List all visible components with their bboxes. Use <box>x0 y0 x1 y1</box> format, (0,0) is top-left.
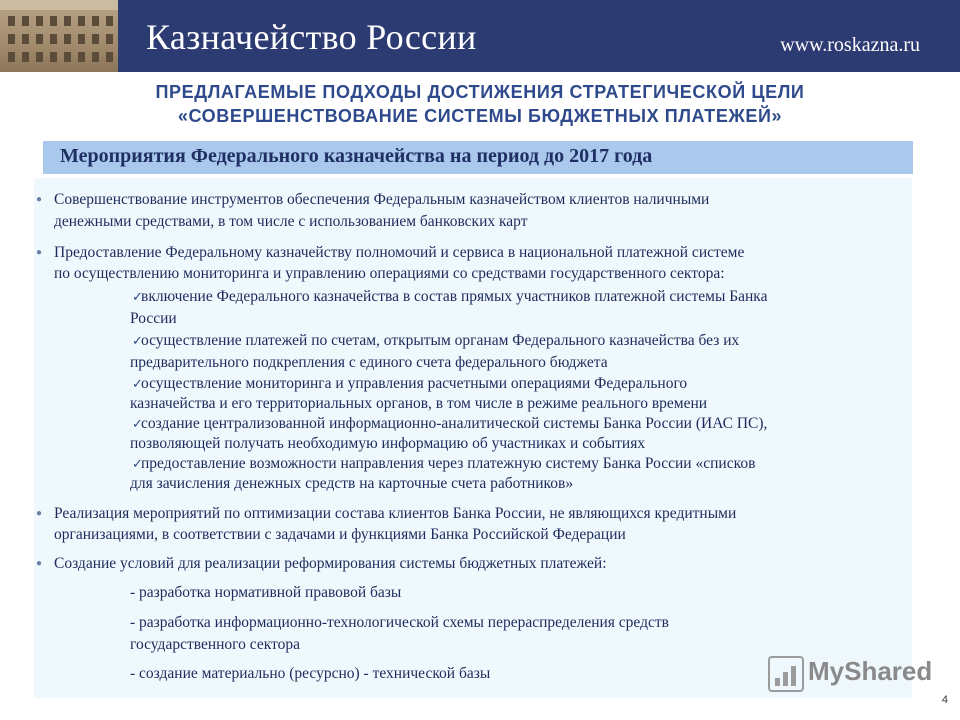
myshared-watermark <box>768 656 933 696</box>
bullet-1-line-1: Совершенствование инструментов обеспечения Федеральным казначейством клиентов наличными <box>54 191 710 208</box>
checkmark-icon: ✓ <box>132 416 143 431</box>
bullet-dot-icon: ● <box>36 508 43 519</box>
bullet-dot-icon: ● <box>36 247 43 258</box>
check-5-line-2: для зачисления денежных средств на карточные счета работников» <box>130 475 574 492</box>
check-4-line-1: создание централизованной информационно-аналитической системы Банка России (ИАС ПС), <box>141 415 768 432</box>
headline-line2: «СОВЕРШЕНСТВОВАНИЕ СИСТЕМЫ БЮДЖЕТНЫХ ПЛАТЕЖЕЙ» <box>177 106 783 126</box>
header-title: Казначейство России <box>146 17 477 57</box>
page-number: 4 <box>941 694 948 706</box>
checkmark-icon: ✓ <box>132 456 143 471</box>
bullet-dot-icon: ● <box>36 558 43 569</box>
checkmark-icon: ✓ <box>132 376 143 391</box>
check-1-line-1: включение Федерального казначейства в состав прямых участников платежной системы Банка <box>141 288 768 305</box>
bullet-2-line-1: Предоставление Федеральному казначейству полномочий и сервиса в национальной платежной системе <box>54 244 745 261</box>
bullet-dot-icon: ● <box>36 194 43 205</box>
checkmark-icon: ✓ <box>132 333 143 348</box>
check-5-line-1: предоставление возможности направления через платежную систему Банка России «списков <box>141 455 756 472</box>
dash-1-line-1: - разработка нормативной правовой базы <box>130 584 402 601</box>
bullet-3-line-1: Реализация мероприятий по оптимизации состава клиентов Банка России, не являющихся кредитными <box>54 505 737 522</box>
watermark-text: MyShared <box>808 656 933 686</box>
check-3-line-2: казначейства и его территориальных органов, в том числе в режиме реального времени <box>130 395 708 412</box>
check-1-line-2: России <box>130 310 177 327</box>
check-2-line-1: осуществление платежей по счетам, открытым органам Федерального казначейства без их <box>141 332 740 349</box>
subtitle-text: Мероприятия Федерального казначейства на период до 2017 года <box>60 145 653 167</box>
dash-3-line-1: - создание материально (ресурсно) - технической базы <box>130 665 491 682</box>
chart-logo-icon <box>768 656 804 692</box>
check-2-line-2: предварительного подкрепления с единого счета федерального бюджета <box>130 354 608 371</box>
dash-2-line-1: - разработка информационно-технологической схемы перераспределения средств <box>130 614 669 631</box>
check-3-line-1: осуществление мониторинга и управления расчетными операциями Федерального <box>141 375 688 392</box>
dash-2-line-2: государственного сектора <box>130 636 300 653</box>
bullet-2-line-2: по осуществлению мониторинга и управлению операциями со средствами государственного сектора: <box>54 265 725 282</box>
check-4-line-2: позволяющей получать необходимую информацию об участниках и событиях <box>130 435 646 452</box>
bullet-4-line-1: Создание условий для реализации реформирования системы бюджетных платежей: <box>54 555 607 572</box>
headline-line1: ПРЕДЛАГАЕМЫЕ ПОДХОДЫ ДОСТИЖЕНИЯ СТРАТЕГИЧЕСКОЙ ЦЕЛИ <box>155 82 805 102</box>
header-url[interactable]: www.roskazna.ru <box>780 34 920 56</box>
bullet-1-line-2: денежными средствами, в том числе с использованием банковских карт <box>54 213 528 230</box>
bullet-3-line-2: организациями, в соответствии с задачами и функциями Банка Российской Федерации <box>54 526 626 543</box>
header-bar <box>0 0 960 72</box>
building-image <box>0 0 118 72</box>
checkmark-icon: ✓ <box>132 289 143 304</box>
